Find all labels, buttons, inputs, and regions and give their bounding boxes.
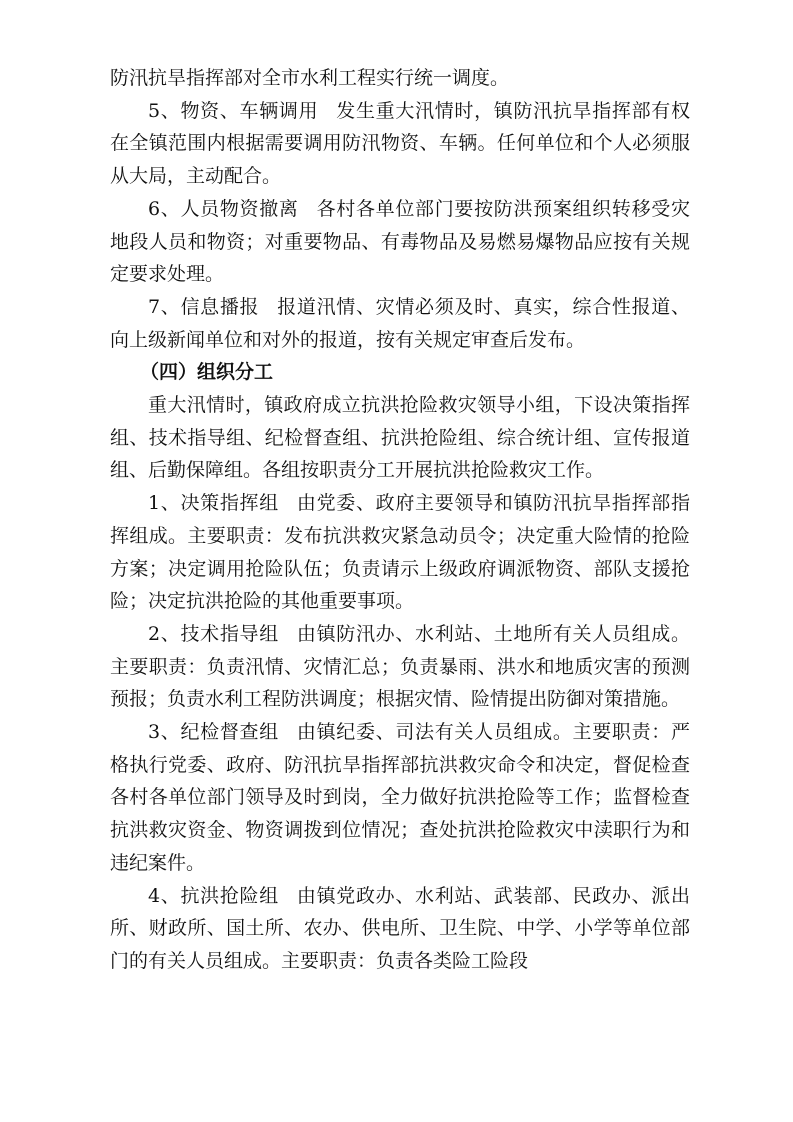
item-text: 报道汛情、灾情必须及时、真实，综合性报道、向上级新闻单位和对外的报道，按有关规定审查后发布。 xyxy=(110,295,690,351)
paragraph-item-2 xyxy=(110,618,690,716)
item-lead: 3、纪检督查组 xyxy=(148,721,279,744)
item-lead: 7、信息播报 xyxy=(148,295,260,318)
item-lead: 1、决策指挥组 xyxy=(148,492,279,515)
item-text: 发生重大汛情时，镇防汛抗旱指挥部有权在全镇范围内根据需要调用防汛物资、车辆。任何单位和个人必须服从大局，主动配合。 xyxy=(110,99,690,188)
paragraph-item-3 xyxy=(110,716,690,880)
item-text: 各村各单位部门要按防洪预案组织转移受灾地段人员和物资；对重要物品、有毒物品及易燃易爆物品应按有关规定要求处理。 xyxy=(110,197,690,286)
paragraph-item-7 xyxy=(110,291,690,356)
paragraph-item-4 xyxy=(110,880,690,978)
paragraph-continuation xyxy=(110,62,690,95)
paragraph-text: 重大汛情时，镇政府成立抗洪抢险救灾领导小组，下设决策指挥组、技术指导组、纪检督查组、抗洪抢险组、综合统计组、宣传报道组、后勤保障组。各组按职责分工开展抗洪抢险救灾工作。 xyxy=(110,394,690,482)
item-lead: 2、技术指导组 xyxy=(148,622,279,645)
paragraph-item-5 xyxy=(110,95,690,193)
item-lead: 4、抗洪抢险组 xyxy=(148,884,279,907)
item-lead: 5、物资、车辆调用 xyxy=(148,99,319,122)
paragraph-item-6 xyxy=(110,193,690,291)
item-text: 由党委、政府主要领导和镇防汛抗旱指挥部指挥组成。主要职责：发布抗洪救灾紧急动员令；决定重大险情的抢险方案；决定调用抢险队伍；负责请示上级政府调派物资、部队支援抢险；决定抗洪抢险的其他重要事项。 xyxy=(110,492,690,613)
item-text: 由镇防汛办、水利站、土地所有关人员组成。主要职责：负责汛情、灾情汇总；负责暴雨、洪水和地质灾害的预测预报；负责水利工程防洪调度；根据灾情、险情提出防御对策措施。 xyxy=(110,622,690,711)
paragraph-body xyxy=(110,389,690,487)
item-text: 由镇纪委、司法有关人员组成。主要职责：严格执行党委、政府、防汛抗旱指挥部抗洪救灾命令和决定，督促检查各村各单位部门领导及时到岗，全力做好抗洪抢险等工作；监督检查抗洪救灾资金、物资调拨到位情况；查处抗洪抢险救灾中渎职行为和违纪案件。 xyxy=(110,721,690,874)
item-lead: 6、人员物资撤离 xyxy=(148,197,299,220)
section-heading-text: （四）组织分工 xyxy=(140,361,274,384)
section-heading xyxy=(110,356,690,389)
item-text: 由镇党政办、水利站、武装部、民政办、派出所、财政所、国土所、农办、供电所、卫生院、中学、小学等单位部门的有关人员组成。主要职责：负责各类险工险段 xyxy=(110,884,690,972)
document-body xyxy=(110,62,690,978)
paragraph-text: 防汛抗旱指挥部对全市水利工程实行统一调度。 xyxy=(110,67,510,89)
paragraph-item-1 xyxy=(110,487,690,618)
